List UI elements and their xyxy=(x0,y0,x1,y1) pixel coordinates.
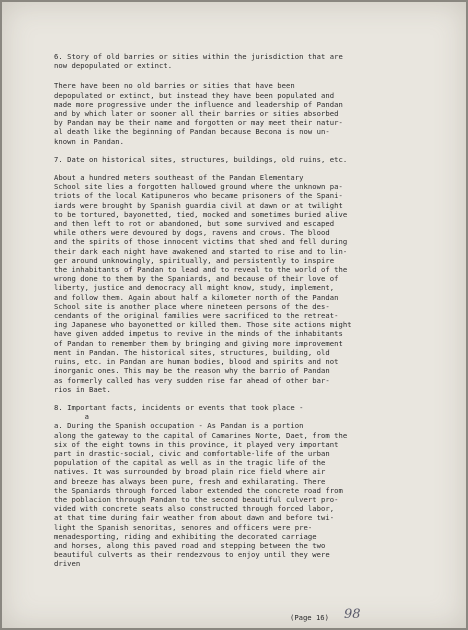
section-8-heading: 8. Important facts, incidents or events that took place - xyxy=(54,402,304,412)
section-6-heading: 6. Story of old barries or sities within the jurisdiction that are now depopulated or extinct. xyxy=(54,52,343,71)
handwritten-page-number: 98 xyxy=(344,607,361,622)
section-7-body: About a hundred meters southeast of the Pandan Elementary School site lies a forgotten hallowed ground where the unknown pa- triots of the local Katipuneros who became prisoners of the Spani- iards were brought by Spanish guardia civil at dawn or at twilight to be tortured, bayonetted, tied, mocked and sometimes buried alive and then left to rot or abandoned, but some survived and escaped while others were devoured by dogs, ravens and crows. The blood and the spirits of those innocent victims that shed and fell during their dark each night have awakened and started to rise and to lin- ger around unknowingly, spiritually, and persistently to inspire the inhabitants of Pandan to lead and to reveal to the world of the wrong done to them by the Spaniards, and because of their love of liberty, justice and democracy all might know, study, implement, and follow them. Again about half a kilometer north of the Pandan School site is another place where nineteen persons of the des- cendants of the original families were sacrificed to the retreat- ing Japanese who bayonetted or killed them. Those site actions might have given added impetus to revive in the minds of the inhabitants of Pandan to remember them by bringing and giving more improvement ment in Pandan. The historical sites, structures, building, old ruins, etc. in Pandan are human bodies, blood and spirits and not inorganic ones. This may be the reason why the barrio of Pandan as formerly called has very sudden rise far ahead of other bar- rios in Baet. xyxy=(54,173,352,394)
page-number: (Page 16) xyxy=(290,613,329,622)
section-7-heading: 7. Date on historical sites, structures, buildings, old ruins, etc. xyxy=(54,154,348,164)
document-content xyxy=(54,52,434,569)
document-page xyxy=(2,2,466,628)
section-8-body: a. During the Spanish occupation - As Pandan is a portion along the gateway to the capital of Camarines Norte, Daet, from the six of the eight towns in this province, it played very important part in drastic-social, civic and comfortable-life of the urban population of the capital as well as in the tragic life of the natives. It was surrounded by broad plain rice field where air and breeze has always been pure, fresh and exhilarating. There the Spaniards through forced labor extended the concrete road from the poblacion through Pandan to the second beautiful culvert pro- vided with concrete seats also constructed through forced labor, at that time during fair weather from about dawn and before twi- light the Spanish senoritas, senores and officers were pre- menadesporting, riding and exhibiting the decorated carriage and horses, along this paved road and stepping between the two beautiful culverts as their rendezvous to enjoy until they were driven xyxy=(54,421,348,569)
section-8-note: a xyxy=(54,412,90,422)
section-6-body: There have been no old barries or sities that have been depopulated or extinct, but instead they have been populated and made more progressive under the influence and leadership of Pandan and by which later or sooner all their barries or sities absorbed by Pandan may be their name and forgotten or may meet their natur- al death like the beginning of Pandan because Becona is now un- known in Pandan. xyxy=(54,81,343,146)
